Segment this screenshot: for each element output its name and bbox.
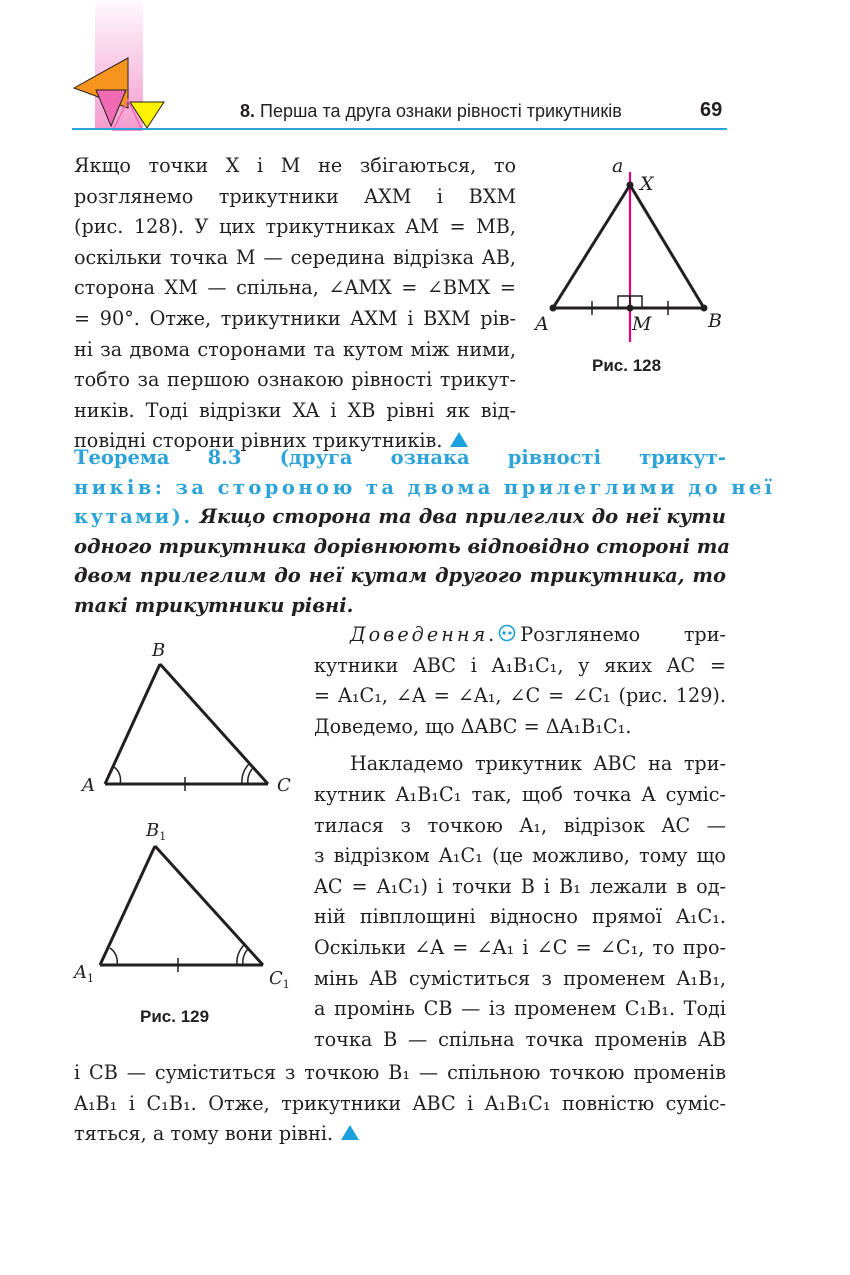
text-line: AC = A₁C₁) і точки B і B₁ лежали в од- [314, 874, 726, 898]
text-line: точка B — спільна точка променів AB [314, 1027, 726, 1051]
label-b: B [152, 640, 166, 661]
paragraph-1 [74, 151, 516, 457]
theorem-title-line: ників: за стороною та двома прилеглими до неї [74, 475, 776, 499]
text-line: тилася з точкою A₁, відрізок AC — [314, 813, 726, 837]
figure-129 [72, 636, 297, 996]
text-line: Якщо точки X і M не збігаються, то [74, 154, 516, 177]
end-of-proof-icon [341, 1125, 359, 1140]
text-line: розглянемо трикутники AXM і BXM [74, 184, 516, 208]
text-line: кутник A₁B₁C₁ так, щоб точка A суміс- [314, 782, 726, 806]
text-line: = A₁C₁, ∠A = ∠A₁, ∠C = ∠C₁ (рис. 129). [314, 684, 726, 708]
text-line: ні за двома сторонами та кутом між ними, [74, 337, 516, 361]
proof-first-line: Доведення. Розглянемо три- [350, 623, 726, 646]
proof-paragraph [314, 620, 726, 1055]
text-line: оскільки точка M — середина відрізка AB, [74, 245, 516, 269]
theorem-body-line: двом прилеглим до неї кутам другого трикутника, то [74, 564, 726, 587]
theorem-title-line: Теорема 8.3 (друга ознака рівності трикут- [74, 446, 726, 469]
label-a: a [612, 155, 624, 177]
text-line: а промінь CB — із променем C₁B₁. Тоді [314, 997, 726, 1021]
header-rule [72, 128, 727, 130]
proof-continuation [74, 1058, 726, 1150]
text-line: A₁B₁ і C₁B₁. Отже, трикутники ABC і A₁B₁C₁ повністю суміс- [74, 1091, 726, 1115]
label-a-vertex: A [535, 313, 549, 335]
text-line: ній півплощині відносно прямої A₁C₁. [314, 905, 726, 929]
figure-129-caption: Рис. 129 [140, 1007, 210, 1026]
text-line: тяться, а тому вони рівні. [74, 1119, 726, 1150]
theorem-mixed-line: кутами). Якщо сторона та два прилеглих до неї кути [74, 505, 726, 528]
label-a1: $A_1$ [74, 962, 94, 985]
figure-128-caption: Рис. 128 [592, 356, 662, 375]
label-b1: $B_1$ [146, 820, 167, 843]
text-line: з відрізком A₁C₁ (це можливо, тому що [314, 844, 726, 868]
theorem-body-line: одного трикутника дорівнюють відповідно стороні та [74, 534, 731, 558]
text-line: ників. Тоді відрізки XA і XB рівні як від- [74, 398, 516, 422]
triangles-logo-icon [68, 52, 168, 134]
label-c: C [277, 775, 291, 796]
label-a: A [82, 775, 95, 796]
text-line: = 90°. Отже, трикутники AXM і BXM рів- [74, 306, 516, 330]
text-line: повідні сторони рівних трикутників. [74, 426, 516, 457]
text-line: Оскільки ∠A = ∠A₁ і ∠C = ∠C₁, то про- [314, 935, 726, 959]
label-c1: $C_1$ [269, 968, 290, 991]
theorem-8-3 [74, 443, 776, 620]
text-line: кутники ABC і A₁B₁C₁, у яких AC = [314, 653, 726, 677]
running-head: 8. Перша та друга ознаки рівності трикутників [240, 101, 622, 121]
text-line: і CB — суміститься з точкою B₁ — спільною точкою променів [74, 1061, 726, 1084]
text-line: (рис. 128). У цих трикутниках AM = MB, [74, 215, 516, 239]
text-line: мінь AB суміститься з променем A₁B₁, [314, 966, 726, 990]
proof-dots-icon [498, 624, 516, 642]
theorem-body-line: такі трикутники рівні. [74, 593, 354, 617]
label-x: X [640, 173, 654, 195]
text-line: Доведемо, що ΔABC = ΔA₁B₁C₁. [314, 714, 632, 738]
label-m: M [632, 313, 652, 335]
text-line: сторона XM — спільна, ∠AMX = ∠BMX = [74, 276, 516, 300]
figure-128 [530, 150, 730, 345]
text-line: Накладемо трикутник ABC на три- [350, 752, 726, 776]
page-number: 69 [700, 99, 723, 121]
text-line: тобто за першою ознакою рівності трикут- [74, 368, 516, 392]
label-b: B [708, 310, 722, 332]
